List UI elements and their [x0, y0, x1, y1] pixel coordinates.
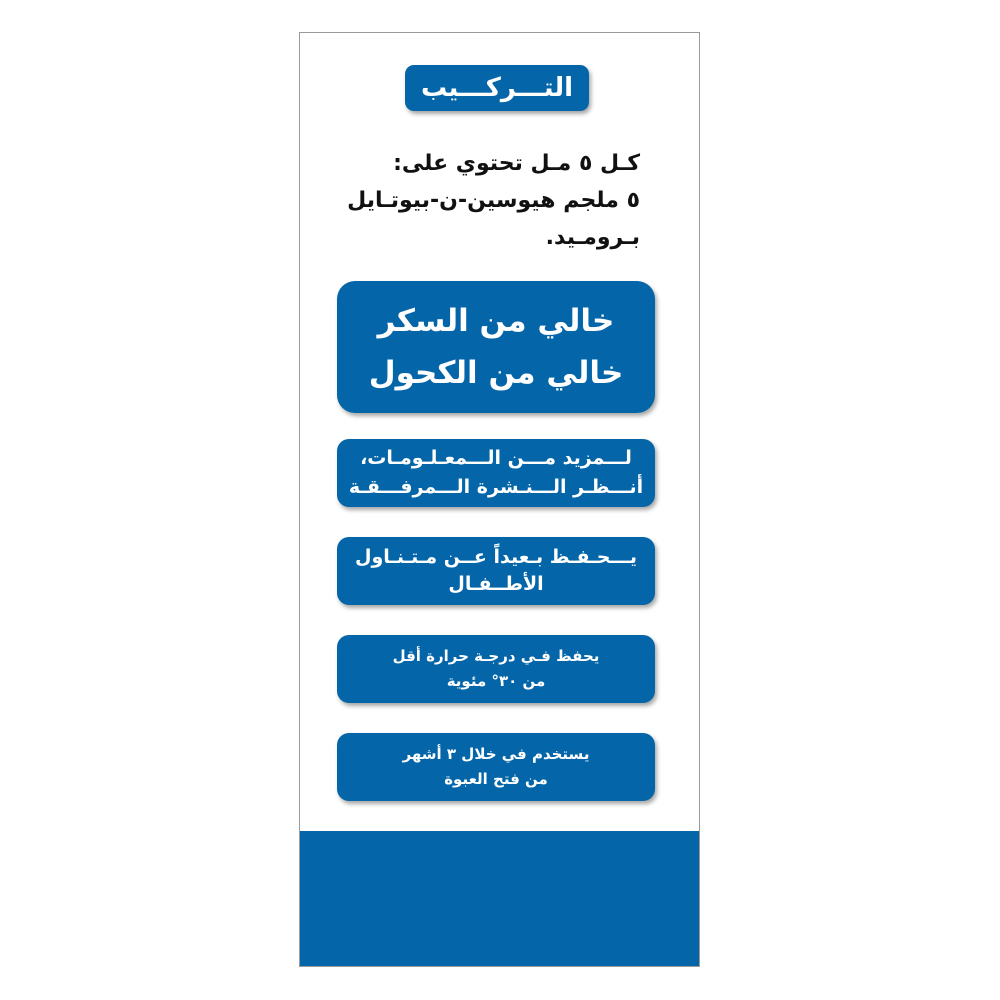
more-info-line-2: أنـــظـر الـــنـشرة الـــمرفـــقـة	[348, 476, 644, 498]
children-line-2: الأطــفـال	[448, 573, 544, 595]
alcohol-free-line: خالي من الكحول	[368, 355, 624, 391]
composition-line-2: ٥ ملجم هيوسين-ن-بيوتـايل	[347, 188, 640, 213]
title-text: التـــركـــيب	[420, 73, 574, 103]
footer-color-band	[300, 831, 700, 967]
composition-line-1: كـل ٥ مـل تحتوي على:	[393, 151, 640, 176]
sugar-alcohol-free-box	[337, 281, 655, 413]
sugar-free-line: خالي من السكر	[377, 303, 615, 339]
more-info-box	[337, 439, 655, 507]
usage-line-2: من فتح العبوة	[444, 770, 548, 788]
more-info-line-1: لـــمزيد مـــن الـــمعـلـومـات،	[360, 447, 632, 469]
children-line-1: يـــحـفـظ بـعيداً عــن مـتـنـاول	[355, 546, 638, 568]
label-panel	[299, 32, 700, 967]
storage-temperature-box	[337, 635, 655, 703]
title-badge	[405, 65, 589, 111]
usage-line-1: يستخدم في خلال ٣ أشهر	[402, 745, 590, 763]
usage-period-box	[337, 733, 655, 801]
keep-away-children-box	[337, 537, 655, 605]
temperature-line-1: يحفظ فـي درجـة حرارة أقل	[392, 647, 600, 665]
composition-text	[336, 145, 640, 256]
composition-line-3: بـرومـيد.	[545, 225, 640, 250]
temperature-line-2: من ٣٠° مئوية	[446, 672, 546, 690]
